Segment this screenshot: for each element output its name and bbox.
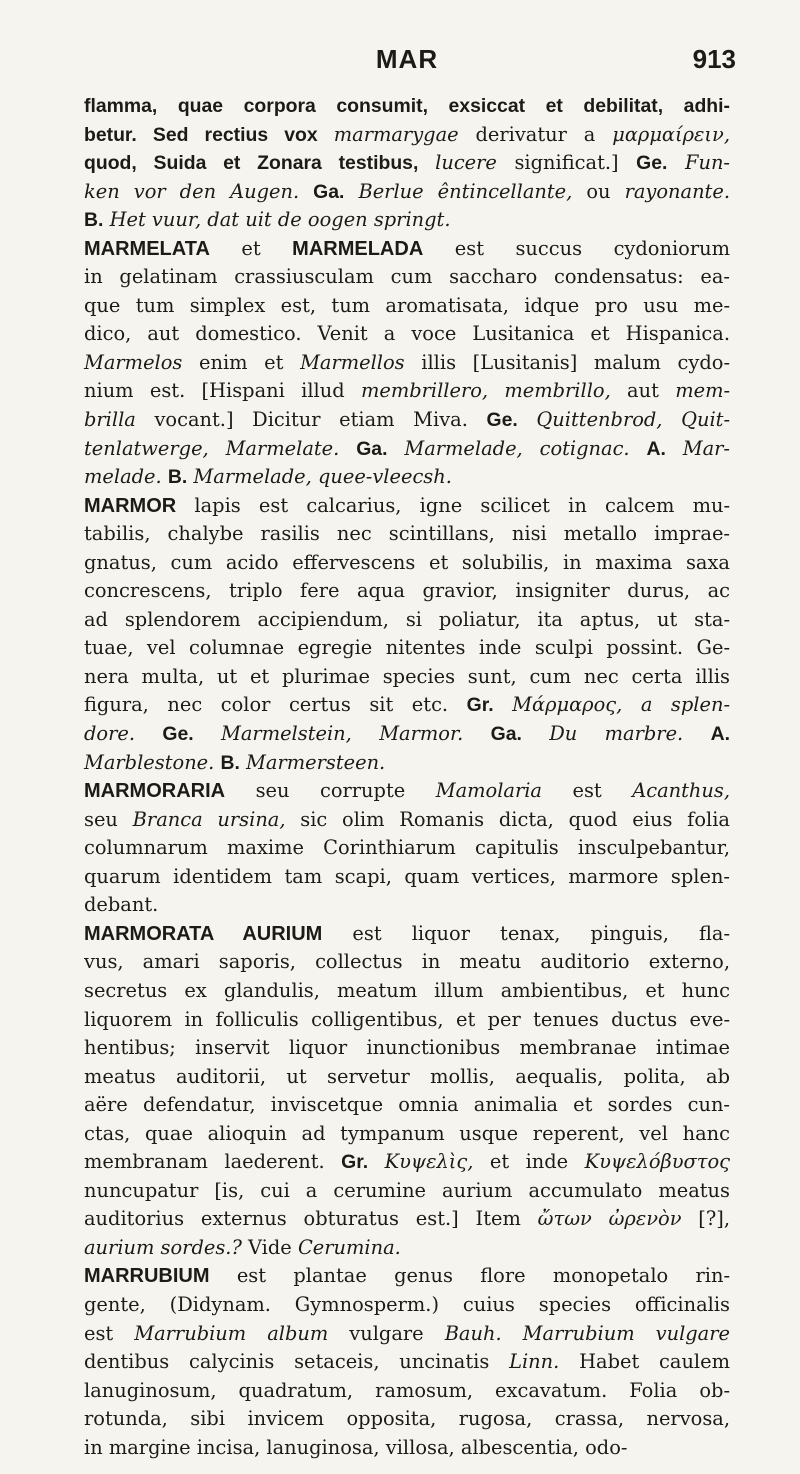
text-line <box>84 149 730 178</box>
text-run: betur. Sed rectius vox <box>84 123 334 146</box>
text-run: membrillero, membrillo, <box>360 379 611 403</box>
text-run: Linn. <box>509 1350 560 1374</box>
text-run: Branca ursina, <box>132 807 286 831</box>
text-run: brilla <box>84 408 136 432</box>
text-line <box>84 1234 730 1263</box>
text-line <box>84 235 730 264</box>
text-run: Acanthus, <box>632 779 730 803</box>
text-run: vulgare <box>328 1321 445 1345</box>
text-run: vus, amari saporis, collectus in meatu auditorio externo, <box>84 950 730 974</box>
text-run: ken vor den Augen. <box>84 179 314 203</box>
entry-headword: MARMELADA <box>292 237 424 260</box>
text-run: ὤτων ὠρενὸν <box>537 1207 682 1231</box>
text-line <box>84 720 730 749</box>
text-run: quod, Suida et Zonara testibus, <box>84 152 436 175</box>
text-run: ou <box>586 179 611 203</box>
text-run: aëre defendatur, inviscetque omnia animalia et sordes cun- <box>84 1093 730 1117</box>
text-line <box>84 1120 730 1149</box>
text-run: lapis est calcarius, igne scilicet in calcem mu- <box>176 493 730 517</box>
text-line <box>84 92 730 121</box>
text-run: et inde <box>473 1150 585 1174</box>
text-run: auditorius externus obturatus est.] Item <box>84 1207 538 1231</box>
text-run: quarum identidem tam scapi, quam vertices, marmore splen- <box>84 864 730 888</box>
text-line <box>84 178 730 207</box>
entry-headword: MARRUBIUM <box>84 1265 210 1288</box>
text-run: Cerumina. <box>297 1235 401 1259</box>
text-run: Ga. <box>490 723 522 746</box>
entry-headword: MARMORARIA <box>84 780 226 803</box>
text-line <box>84 292 730 321</box>
entry-headword: MARMELATA <box>84 237 210 260</box>
text-line <box>84 206 730 235</box>
text-run: μαρμαίρειν, <box>612 122 730 146</box>
text-run: gente, (Didynam. Gymnosperm.) cuius species officinalis <box>84 1292 730 1316</box>
text-line <box>84 977 730 1006</box>
running-head-word: MAR <box>375 44 439 74</box>
text-run: rotunda, sibi invicem opposita, rugosa, crassa, nervosa, <box>84 1407 730 1431</box>
text-line <box>84 834 730 863</box>
text-line <box>84 349 730 378</box>
text-run: Marrubium album <box>134 1321 329 1345</box>
text-line <box>84 663 730 692</box>
text-run: Du marbre. <box>521 722 711 746</box>
text-run: melade. <box>84 465 168 489</box>
text-run: Ge. <box>162 723 194 746</box>
text-line <box>84 920 730 949</box>
running-head <box>84 0 736 92</box>
text-run: Marmelstein, Marmor. <box>193 722 491 746</box>
text-run: tenlatwerge, Marmelate. <box>84 436 357 460</box>
text-run: columnarum maxime Corinthiarum capitulis insculpebantur, <box>84 836 730 860</box>
text-run: Berlue êntincellante, <box>344 179 587 203</box>
text-run: B. <box>84 209 104 232</box>
text-run: significat.] <box>496 151 637 175</box>
text-line <box>84 1291 730 1320</box>
text-run: Mamolaria <box>435 779 542 803</box>
text-run: in gelatinam crassiusculam cum saccharo condensatus: ea- <box>84 265 730 289</box>
text-line <box>84 1377 730 1406</box>
text-run: est <box>542 779 633 803</box>
text-run: seu <box>84 807 133 831</box>
text-run: nium est. [Hispani illud <box>84 379 361 403</box>
text-run: Marmelade, cotignac. <box>387 436 647 460</box>
text-run: illis [Lusitanis] malum cydo- <box>404 350 730 374</box>
text-run: gnatus, cum acido effervescens et solubilis, in maxima saxa <box>84 550 730 574</box>
text-run: derivatur a <box>458 122 613 146</box>
text-line <box>84 634 730 663</box>
text-run: Marblestone. <box>84 750 221 774</box>
text-run: flamma, quae corpora consumit, exsiccat et debilitat, adhi- <box>84 95 730 117</box>
text-line <box>84 1348 730 1377</box>
text-run: dico, aut domestico. Venit a voce Lusitanica et Hispanica. <box>84 322 730 346</box>
text-run: Marmelade, quee-vleecsh. <box>187 465 452 489</box>
text-run: Bauh. Marrubium vulgare <box>444 1321 730 1345</box>
text-line <box>84 1434 730 1463</box>
entry-headword: MARMORATA AURIUM <box>84 922 323 945</box>
text-line <box>84 463 730 492</box>
text-run: Het vuur, dat uit de oogen springt. <box>103 208 451 232</box>
text-line <box>84 749 730 778</box>
text-run: debant. <box>84 893 159 917</box>
text-run: hentibus; inservit liquor inunctionibus membranae intimae <box>84 1036 730 1060</box>
text-run: secretus ex glandulis, meatum illum ambientibus, et hunc <box>84 978 730 1002</box>
text-line <box>84 1405 730 1434</box>
text-run: aut <box>610 379 676 403</box>
text-line <box>84 1177 730 1206</box>
text-line <box>84 577 730 606</box>
text-line <box>84 863 730 892</box>
text-line <box>84 1034 730 1063</box>
text-run: sic olim Romanis dicta, quod eius folia <box>285 807 730 831</box>
text-run: Marmelos <box>84 350 183 374</box>
entry-headword: MARMOR <box>84 494 177 517</box>
text-line <box>84 263 730 292</box>
text-run: enim et <box>182 350 301 374</box>
text-run: tuae, vel columnae egregie nitentes inde sculpi possint. Ge- <box>84 636 730 660</box>
text-line <box>84 377 730 406</box>
text-run: tabilis, chalybe rasilis nec scintillans, nisi metallo imprae- <box>84 522 730 546</box>
text-run: ctas, quae alioquin ad tympanum usque reperent, vel hanc <box>84 1121 730 1145</box>
text-line <box>84 1148 730 1177</box>
text-run: que tum simplex est, tum aromatisata, idque pro usu me- <box>84 293 730 317</box>
text-run: et <box>209 236 293 260</box>
text-run: [?], <box>681 1207 731 1231</box>
text-run: est plantae genus flore monopetalo rin- <box>209 1264 730 1288</box>
text-run: est <box>84 1321 135 1345</box>
text-run: Ge. <box>636 152 668 175</box>
text-line <box>84 1063 730 1092</box>
text-line <box>84 1320 730 1349</box>
text-line <box>84 777 730 806</box>
text-line <box>84 435 730 464</box>
text-line <box>84 948 730 977</box>
text-line <box>84 806 730 835</box>
text-run: B. <box>220 751 240 774</box>
text-line <box>84 492 730 521</box>
text-run: meatus auditorii, ut servetur mollis, aequalis, polita, ab <box>84 1064 730 1088</box>
page-number: 913 <box>692 44 736 74</box>
text-line <box>84 606 730 635</box>
text-line <box>84 320 730 349</box>
text-run: Mar- <box>665 436 730 460</box>
text-run: Ga. <box>313 180 345 203</box>
text-run: Quittenbrod, Quit- <box>517 408 731 432</box>
text-run: rayonante. <box>610 179 730 203</box>
text-run: est succus cydoniorum <box>423 236 730 260</box>
text-run: Gr. <box>341 1151 369 1174</box>
text-run: nuncupatur [is, cui a cerumine aurium accumulato meatus <box>84 1178 730 1202</box>
text-line <box>84 1091 730 1120</box>
text-run: concrescens, triplo fere aqua gravior, insigniter durus, ac <box>84 579 730 603</box>
text-run: marmarygae <box>333 122 459 146</box>
text-run: Κυψελὶς, <box>368 1150 474 1174</box>
text-line <box>84 691 730 720</box>
text-run: Vide <box>248 1235 298 1259</box>
text-run: seu corrupte <box>225 779 436 803</box>
text-line <box>84 549 730 578</box>
text-line <box>84 1006 730 1035</box>
dictionary-text <box>84 92 730 1462</box>
text-run: dentibus calycinis setaceis, uncinatis <box>84 1350 510 1374</box>
text-run: mem- <box>675 379 731 403</box>
text-run: in margine incisa, lanuginosa, villosa, albescentia, odo- <box>84 1435 628 1459</box>
text-run: liquorem in folliculis colligentibus, et per tenues ductus eve- <box>84 1007 730 1031</box>
text-run: aurium sordes.? <box>84 1235 249 1259</box>
text-run: lucere <box>435 151 497 175</box>
text-run: A. <box>710 723 730 746</box>
text-run: est liquor tenax, pinguis, fla- <box>322 921 730 945</box>
text-run: Gr. <box>466 694 494 717</box>
text-run: Marmellos <box>300 350 405 374</box>
text-run: nera multa, ut et plurimae species sunt, cum nec certa illis <box>84 664 730 688</box>
text-run: B. <box>167 466 188 489</box>
text-run: Habet caulem <box>559 1350 730 1374</box>
text-run: figura, nec color certus sit etc. <box>84 693 467 717</box>
text-line <box>84 406 730 435</box>
text-line <box>84 121 730 150</box>
text-run: membranam laederent. <box>84 1150 342 1174</box>
text-run: Ge. <box>486 409 518 432</box>
text-run: Κυψελόβυστος <box>584 1150 730 1174</box>
text-run: dore. <box>84 722 163 746</box>
text-run: lanuginosum, quadratum, ramosum, excavatum. Folia ob- <box>84 1378 730 1402</box>
text-run: ad splendorem accipiendum, si poliatur, ita aptus, ut sta- <box>84 607 730 631</box>
text-run: A. <box>646 437 666 460</box>
text-line <box>84 1205 730 1234</box>
text-run: Μάρμαρος, a splen- <box>493 693 730 717</box>
text-run: vocant.] Dicitur etiam Miva. <box>135 408 487 432</box>
text-line <box>84 520 730 549</box>
text-run: Fun- <box>667 151 730 175</box>
text-run: Marmersteen. <box>239 750 386 774</box>
text-line <box>84 1262 730 1291</box>
text-run: Ga. <box>356 437 388 460</box>
text-line <box>84 891 730 920</box>
